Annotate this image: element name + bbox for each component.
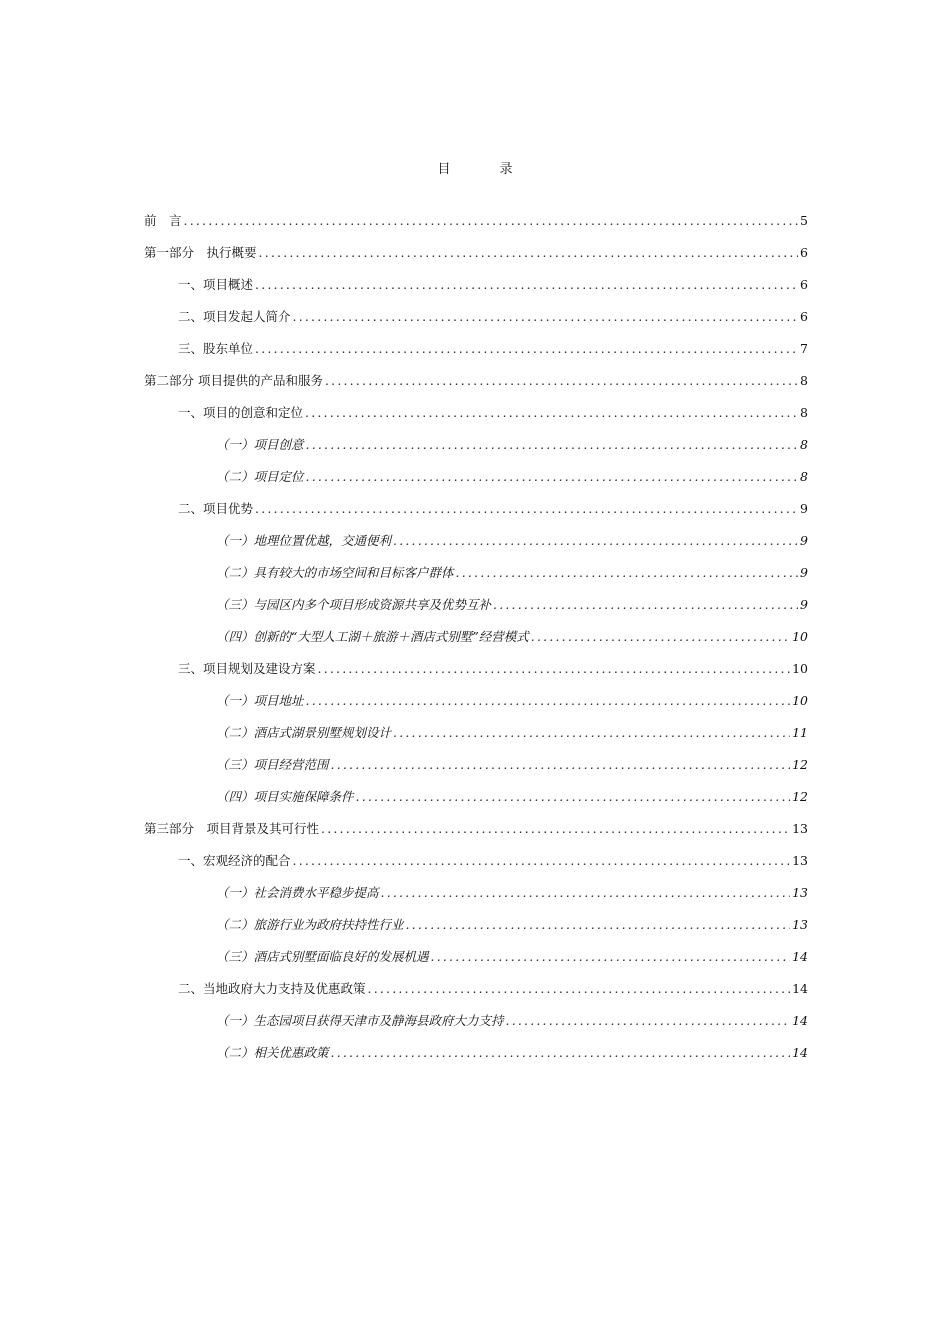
- toc-entry[interactable]: [144, 653, 808, 685]
- toc-entry-text: 第三部分 项目背景及其可行性: [144, 821, 320, 836]
- toc-entry[interactable]: [144, 813, 808, 845]
- toc-page-number: 10: [792, 661, 808, 676]
- toc-entry-text: 二、当地政府大力支持及优惠政策: [178, 981, 366, 996]
- toc-leader-dots: [318, 653, 791, 685]
- toc-page-number: 10: [792, 693, 808, 708]
- toc-page-number: 5: [800, 213, 808, 228]
- toc-page-number: 9: [800, 533, 808, 548]
- toc-leader-dots: [306, 685, 791, 717]
- toc-leader-dots: [331, 1037, 791, 1069]
- toc-entry[interactable]: [144, 1005, 808, 1037]
- toc-entry[interactable]: [144, 301, 808, 333]
- toc-entry-text: （一）生态园项目获得天津市及静海县政府大力支持: [216, 1013, 504, 1028]
- toc-leader-dots: [331, 749, 791, 781]
- toc-entry[interactable]: [144, 877, 808, 909]
- toc-entry-text: 二、项目发起人简介: [178, 309, 291, 324]
- toc-entry[interactable]: [144, 429, 808, 461]
- toc-page-number: 12: [792, 757, 808, 772]
- toc-entry[interactable]: [144, 557, 808, 589]
- toc-entry[interactable]: [144, 365, 808, 397]
- toc-leader-dots: [393, 525, 798, 557]
- toc-page-number: 13: [792, 917, 808, 932]
- toc-page-number: 8: [800, 405, 808, 420]
- toc-entry[interactable]: [144, 397, 808, 429]
- toc-page-number: 9: [800, 565, 808, 580]
- toc-entry[interactable]: [144, 845, 808, 877]
- toc-entry[interactable]: [144, 717, 808, 749]
- toc-leader-dots: [293, 301, 799, 333]
- toc-page-number: 6: [800, 277, 808, 292]
- toc-entry-text: （四）项目实施保障条件: [216, 789, 354, 804]
- toc-page-number: 6: [800, 309, 808, 324]
- toc-leader-dots: [325, 365, 798, 397]
- toc-page-number: 11: [792, 725, 808, 740]
- toc-leader-dots: [393, 717, 790, 749]
- toc-leader-dots: [306, 461, 799, 493]
- toc-entry[interactable]: [144, 685, 808, 717]
- toc-leader-dots: [293, 845, 791, 877]
- toc-entry-text: （二）旅游行业为政府扶持性行业: [216, 917, 404, 932]
- toc-leader-dots: [184, 205, 799, 237]
- toc-entry[interactable]: [144, 493, 808, 525]
- toc-entry-text: （三）酒店式别墅面临良好的发展机遇: [216, 949, 429, 964]
- toc-entry[interactable]: [144, 1037, 808, 1069]
- toc-entry[interactable]: [144, 205, 808, 237]
- toc-page-number: 13: [792, 853, 808, 868]
- toc-page-number: 8: [800, 469, 808, 484]
- toc-leader-dots: [255, 269, 798, 301]
- toc-leader-dots: [259, 237, 799, 269]
- toc-page-number: 7: [800, 341, 808, 356]
- toc-entry[interactable]: [144, 461, 808, 493]
- toc-entry[interactable]: [144, 525, 808, 557]
- toc-entry[interactable]: [144, 269, 808, 301]
- toc-leader-dots: [493, 589, 798, 621]
- toc-entry[interactable]: [144, 781, 808, 813]
- toc-entry-text: （三）与园区内多个项目形成资源共享及优势互补: [216, 597, 492, 612]
- toc-entry-text: 三、股东单位: [178, 341, 254, 356]
- toc-page-number: 8: [800, 373, 808, 388]
- toc-leader-dots: [356, 781, 791, 813]
- toc-entry-text: （一）社会消费水平稳步提高: [216, 885, 379, 900]
- toc-leader-dots: [321, 813, 790, 845]
- toc-page-number: 14: [792, 949, 808, 964]
- toc-entry-text: 一、宏观经济的配合: [178, 853, 291, 868]
- toc-leader-dots: [255, 333, 798, 365]
- toc-leader-dots: [305, 397, 798, 429]
- toc-leader-dots: [368, 973, 791, 1005]
- toc-entry[interactable]: [144, 589, 808, 621]
- toc-entry[interactable]: [144, 749, 808, 781]
- toc-entry[interactable]: [144, 973, 808, 1005]
- toc-entry-text: （二）项目定位: [216, 469, 304, 484]
- toc-entry-text: （一）项目地址: [216, 693, 304, 708]
- toc-page-number: 14: [792, 1045, 808, 1060]
- toc-entry-text: 前 言: [144, 213, 182, 228]
- toc-leader-dots: [406, 909, 791, 941]
- toc-entry-text: （二）具有较大的市场空间和目标客户群体: [216, 565, 454, 580]
- toc-page-number: 13: [792, 885, 808, 900]
- toc-entry-text: 三、项目规划及建设方案: [178, 661, 316, 676]
- toc-leader-dots: [306, 429, 799, 461]
- toc-page-number: 9: [800, 597, 808, 612]
- toc-entry-text: （一）项目创意: [216, 437, 304, 452]
- toc-entry-text: 一、项目概述: [178, 277, 254, 292]
- toc-entry-text: 一、项目的创意和定位: [178, 405, 304, 420]
- toc-leader-dots: [456, 557, 799, 589]
- toc-entry[interactable]: [144, 621, 808, 653]
- toc-leader-dots: [255, 493, 798, 525]
- toc-entry-text: （一）地理位置优越，交通便利: [216, 533, 392, 548]
- toc-leader-dots: [431, 941, 791, 973]
- toc-entry[interactable]: [144, 909, 808, 941]
- toc-page-number: 10: [792, 629, 808, 644]
- toc-entry-text: 第一部分 执行概要: [144, 245, 257, 260]
- toc-entry[interactable]: [144, 237, 808, 269]
- toc-title: 目 录: [437, 162, 531, 177]
- toc-entry-text: （二）酒店式湖景别墅规划设计: [216, 725, 392, 740]
- toc-entry[interactable]: [144, 941, 808, 973]
- toc-entry-text: 二、项目优势: [178, 501, 254, 516]
- table-of-contents: [144, 205, 808, 1069]
- toc-page-number: 9: [800, 501, 808, 516]
- toc-entry-text: （二）相关优惠政策: [216, 1045, 329, 1060]
- toc-entry-text: （四）创新的“大型人工湖＋旅游＋酒店式别墅”经营模式: [216, 629, 529, 644]
- toc-leader-dots: [506, 1005, 791, 1037]
- toc-entry-text: 第二部分 项目提供的产品和服务: [144, 373, 323, 388]
- toc-page-number: 8: [800, 437, 808, 452]
- toc-leader-dots: [381, 877, 791, 909]
- toc-page-number: 12: [792, 789, 808, 804]
- toc-page-number: 13: [792, 821, 808, 836]
- toc-leader-dots: [531, 621, 790, 653]
- toc-entry-text: （三）项目经营范围: [216, 757, 329, 772]
- toc-page-number: 6: [800, 245, 808, 260]
- toc-page-number: 14: [792, 1013, 808, 1028]
- toc-page-number: 14: [792, 981, 808, 996]
- toc-entry[interactable]: [144, 333, 808, 365]
